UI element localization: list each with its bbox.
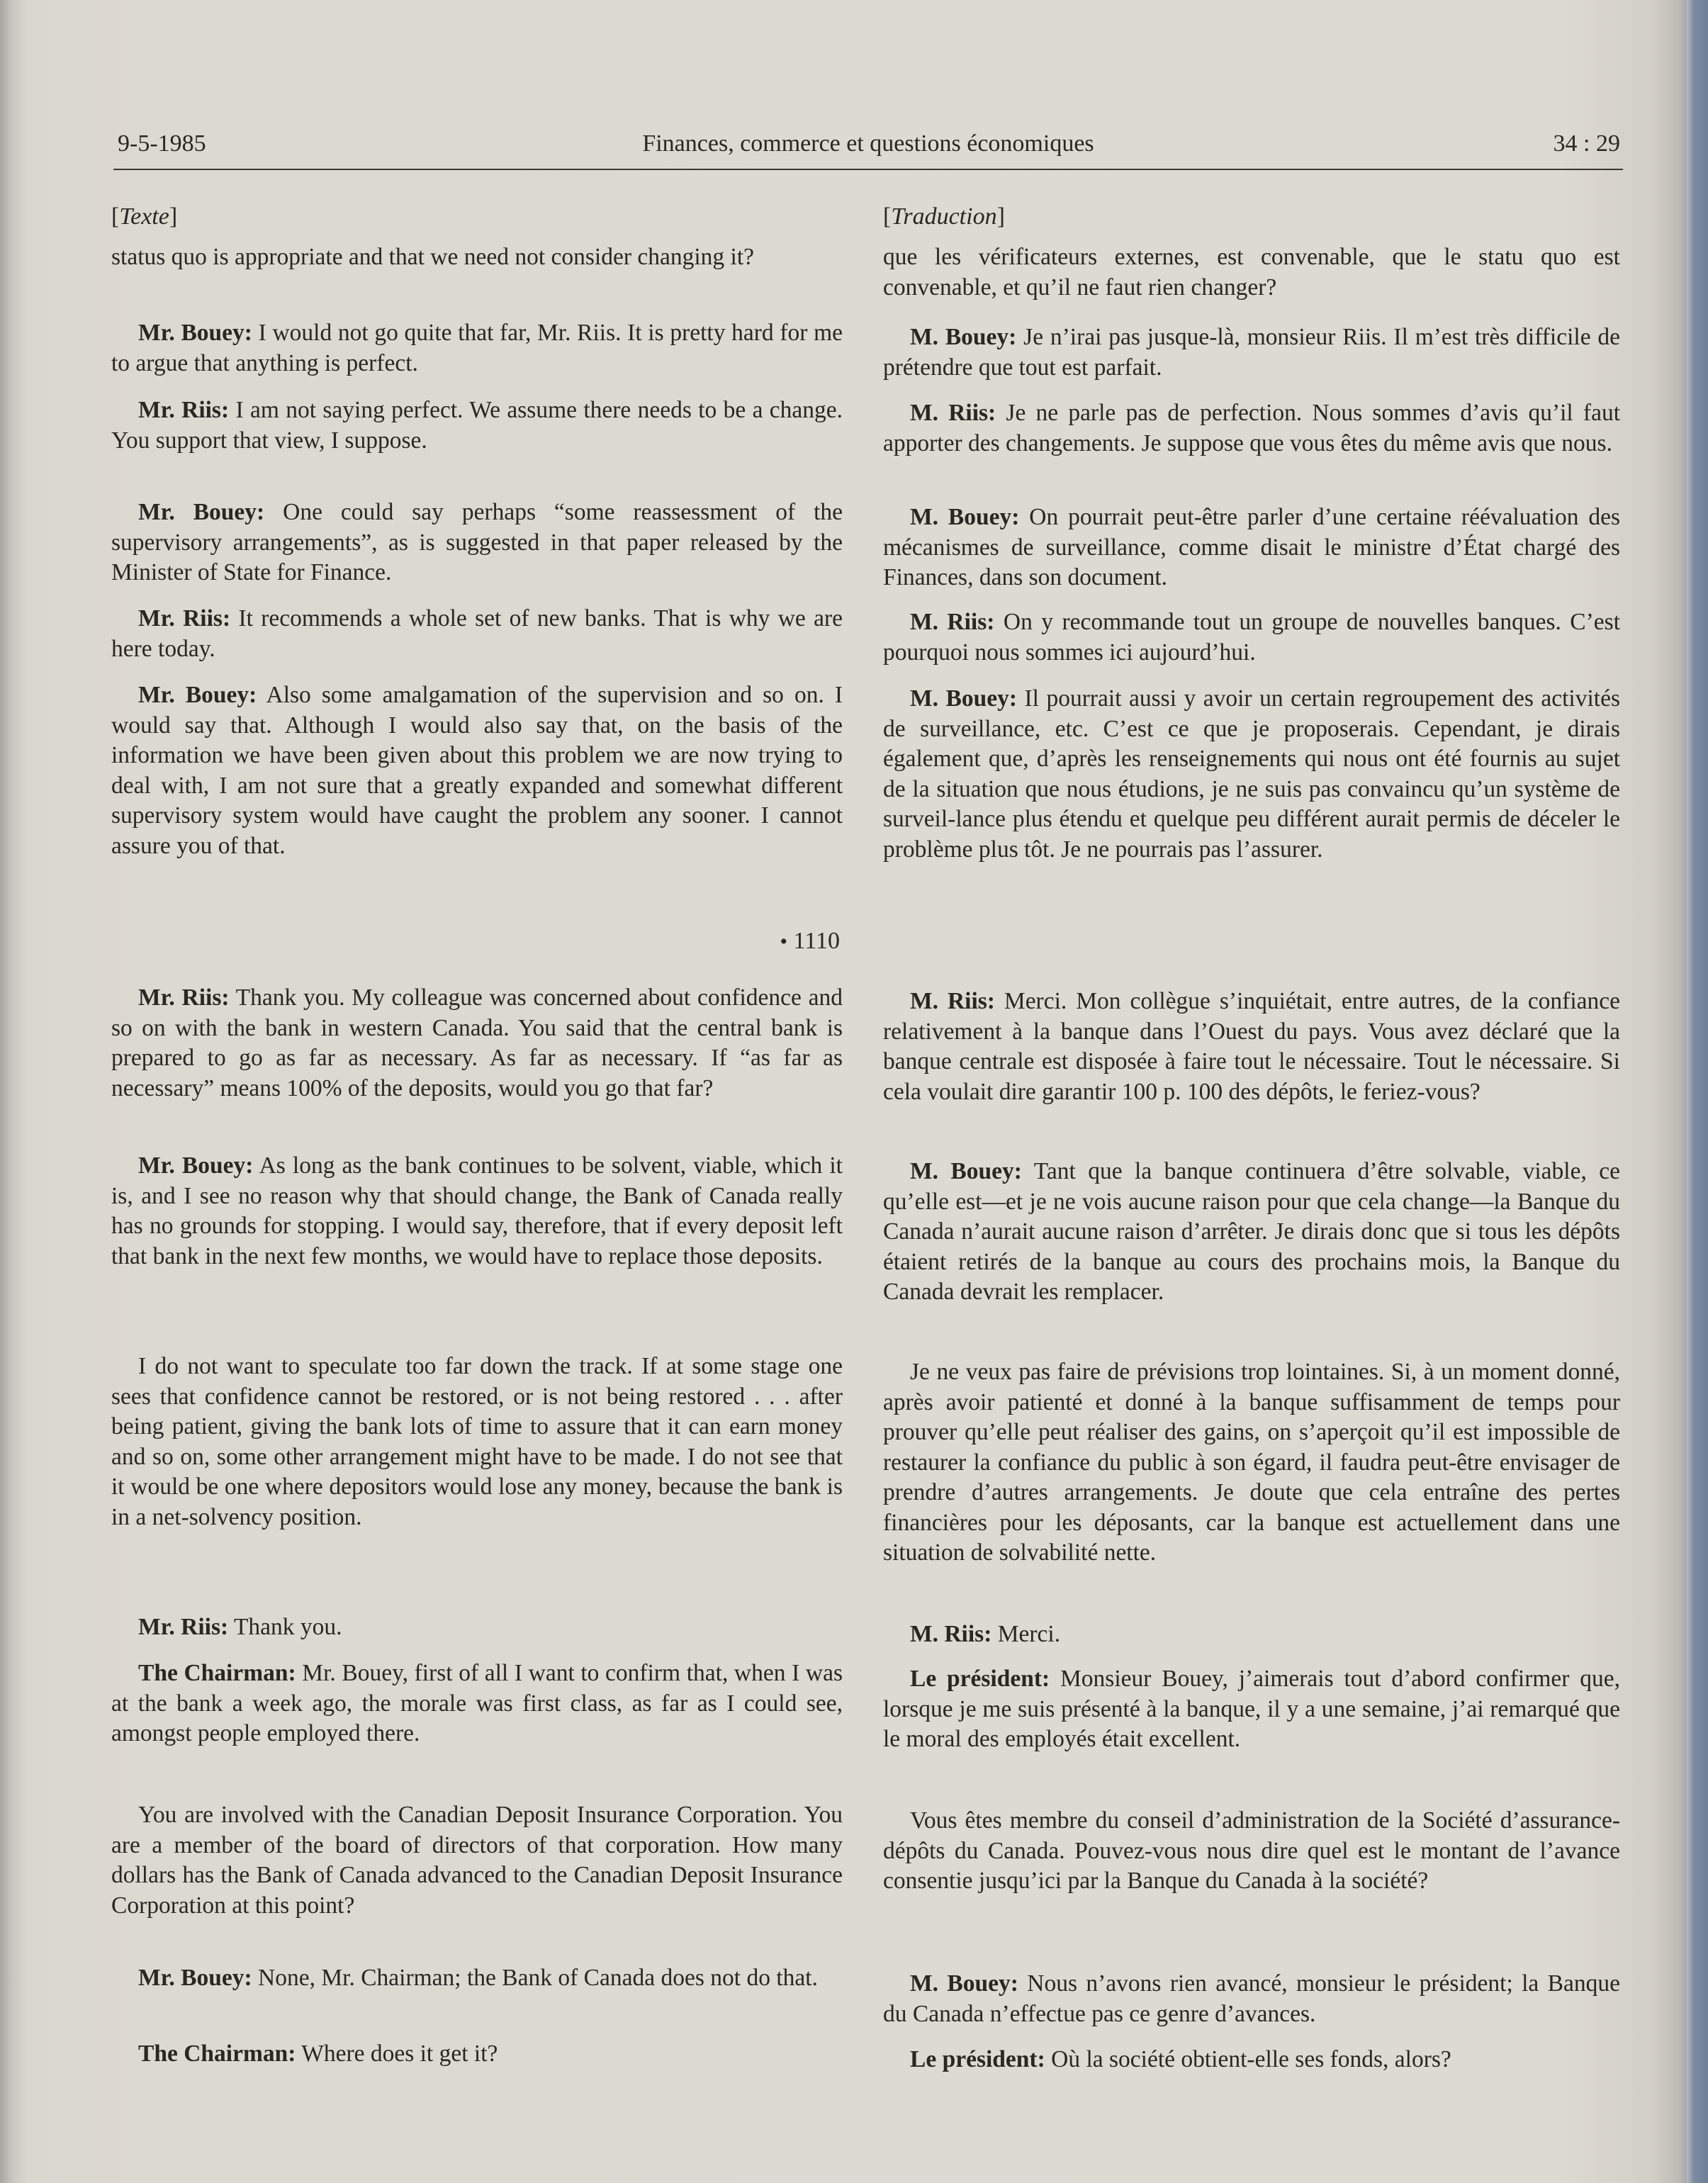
- paragraph: M. Riis: Je ne parle pas de perfection. Nous sommes d’avis qu’il faut apporter des changements. Je suppose que vous êtes du même avis que nous.: [883, 400, 1621, 456]
- paragraph: M. Bouey: Tant que la banque continuera d’être solvable, viable, ce qu’elle est—et je ne vois aucune raison pour que cela change—la Banque du Canada n’aurait aucune raison d’arrêter. Je dirais donc que si tous les dépôts étaient retirés de la banque au cours des prochains mois, la Banque du Canada devrait les remplacer.: [883, 1158, 1620, 1305]
- paragraph: Je ne veux pas faire de prévisions trop lointaines. Si, à un moment donné, après avoir patienté et donné à la banque suffisamment de temps pour prouver qu’elle peut réaliser des gains, on s’aperçoit qu’il est impossible de restaurer la confiance du public à son égard, il faudra peut-être envisager de prendre d’autres arrangements. Je doute que cela entraîne des pertes financières pour les déposants, car la banque est actuellement dans une situation de solvabilité nette.: [883, 1359, 1620, 1566]
- paragraph: Mr. Bouey: None, Mr. Chairman; the Bank of Canada does not do that.: [138, 1965, 818, 1991]
- paragraph: Mr. Riis: I am not saying perfect. We assume there needs to be a change. You support that view, I suppose.: [111, 397, 843, 454]
- header-page-number: 34 : 29: [1553, 130, 1620, 157]
- paragraph: status quo is appropriate and that we need not consider changing it?: [111, 244, 755, 270]
- paragraph: Le président: Où la société obtient-elle ses fonds, alors?: [910, 2046, 1451, 2072]
- text-language-tag: [Texte]: [111, 203, 178, 230]
- running-header: [113, 129, 1623, 170]
- paragraph: The Chairman: Mr. Bouey, first of all I want to confirm that, when I was at the bank a week ago, the morale was first class, as far as I could see, amongst people employed there.: [111, 1660, 843, 1746]
- time-marker: • 1110: [780, 928, 840, 954]
- paragraph: Mr. Bouey: As long as the bank continues to be solvent, viable, which it is, and I see no reason why that should change, the Bank of Canada really has no grounds for stopping. I would say, therefore, that if every deposit left that bank in the next few months, we would have to replace those deposits.: [111, 1152, 843, 1269]
- paragraph: Mr. Riis: Thank you. My colleague was concerned about confidence and so on with the bank in western Canada. You said that the central bank is prepared to go as far as necessary. As far as necessary. If “as far as necessary” means 100% of the deposits, would you go that far?: [111, 984, 843, 1101]
- binding-edge: [1687, 0, 1708, 2183]
- paragraph: M. Bouey: Nous n’avons rien avancé, monsieur le président; la Banque du Canada n’effectue pas ce genre d’avances.: [883, 1970, 1621, 2027]
- paragraph: Mr. Riis: It recommends a whole set of new banks. That is why we are here today.: [111, 605, 843, 662]
- header-title: Finances, commerce et questions économiques: [642, 130, 1094, 157]
- paragraph: M. Riis: Merci. Mon collègue s’inquiétait, entre autres, de la confiance relativement à la banque dans l’Ouest du pays. Vous avez déclaré que la banque centrale est disposée à faire tout le nécessaire. Tout le nécessaire. Si cela voulait dire garantir 100 p. 100 des dépôts, le feriez-vous?: [883, 988, 1621, 1105]
- paragraph: Vous êtes membre du conseil d’administration de la Société d’assurance-dépôts du Canada. Pouvez-vous nous dire quel est le montant de l’avance consentie jusqu’ici par la Banque du Canada à la société?: [883, 1807, 1620, 1894]
- paragraph: M. Bouey: Je n’irai pas jusque-là, monsieur Riis. Il m’est très difficile de prétendre que tout est parfait.: [883, 324, 1621, 381]
- paragraph: Le président: Monsieur Bouey, j’aimerais tout d’abord confirmer que, lorsque je me suis présenté à la banque, il y a une semaine, j’ai remarqué que le moral des employés était excellent.: [883, 1666, 1620, 1752]
- paragraph: M. Bouey: Il pourrait aussi y avoir un certain regroupement des activités de surveillance, etc. C’est ce que je proposerais. Cependant, je dirais également que, d’après les renseignements qui nous ont été fournis au sujet de la situation que nous étudions, je ne suis pas convaincu qu’un système de surveil-lance plus étendu et quelque peu différent aurait permis de déceler le problème plus tôt. Je ne pourrais pas l’assurer.: [883, 685, 1621, 863]
- paragraph: que les vérificateurs externes, est convenable, que le statu quo est convenable, et qu’il ne faut rien changer?: [883, 244, 1620, 301]
- paragraph: M. Riis: On y recommande tout un groupe de nouvelles banques. C’est pourquoi nous sommes ici aujourd’hui.: [883, 609, 1620, 666]
- paragraph: Mr. Bouey: One could say perhaps “some reassessment of the supervisory arrangements”, as is suggested in that paper released by the Minister of State for Finance.: [111, 499, 843, 585]
- translation-language-tag: [Traduction]: [883, 203, 1005, 230]
- header-date: 9-5-1985: [118, 130, 206, 157]
- paragraph: M. Bouey: On pourrait peut-être parler d’une certaine réévaluation des mécanismes de surveillance, comme disait le ministre d’État chargé des Finances, dans son document.: [883, 504, 1621, 590]
- paragraph: M. Riis: Merci.: [910, 1621, 1061, 1647]
- paragraph: Mr. Bouey: Also some amalgamation of the supervision and so on. I would say that. Although I would also say that, on the basis of the information we have been given about this problem we are now trying to deal with, I am not sure that a greatly expanded and somewhat different supervisory system would have caught the problem any sooner. I cannot assure you of that.: [111, 682, 843, 859]
- paragraph: You are involved with the Canadian Deposit Insurance Corporation. You are a member of the board of directors of that corporation. How many dollars has the Bank of Canada advanced to the Canadian Deposit Insurance Corporation at this point?: [111, 1802, 843, 1919]
- paragraph: The Chairman: Where does it get it?: [138, 2041, 498, 2067]
- paragraph: I do not want to speculate too far down the track. If at some stage one sees that confidence cannot be restored, or is not being restored . . . after being patient, giving the bank lots of time to assure that it can earn money and so on, some other arrangement might have to be made. I do not see that it would be one where depositors would lose any money, because the bank is in a net-solvency position.: [111, 1353, 843, 1530]
- paragraph: Mr. Bouey: I would not go quite that far, Mr. Riis. It is pretty hard for me to argue that anything is perfect.: [111, 320, 843, 376]
- paragraph: Mr. Riis: Thank you.: [138, 1614, 342, 1640]
